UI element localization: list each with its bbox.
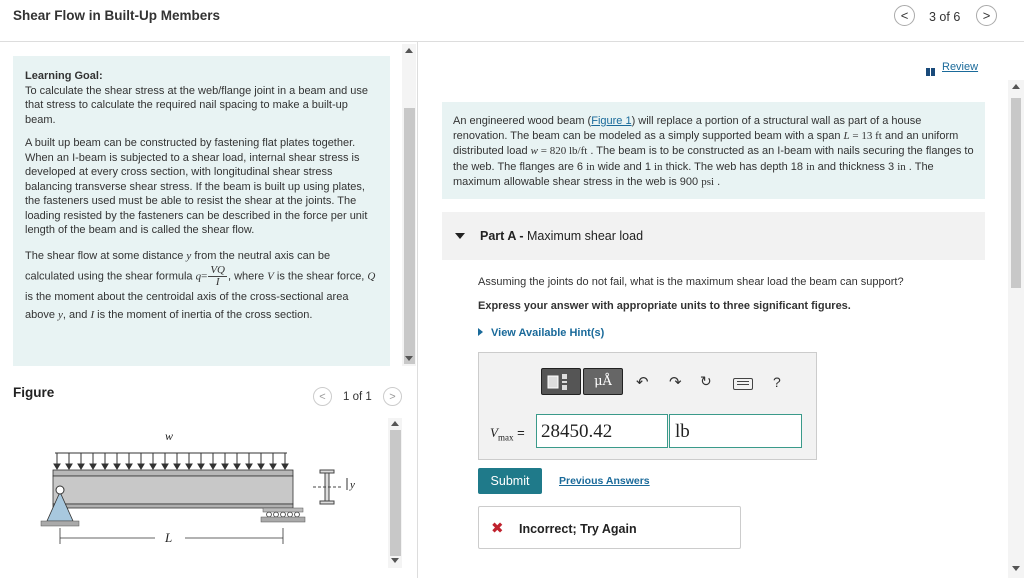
main-scroll-down-icon[interactable] (1012, 566, 1020, 571)
help-icon[interactable]: ? (773, 374, 781, 390)
part-a-title: Part A - Maximum shear load (480, 229, 644, 243)
problem-statement-panel (442, 102, 985, 199)
previous-item-button[interactable]: < (894, 5, 915, 26)
main-scrollbar[interactable] (1008, 80, 1024, 578)
expand-arrow-icon (478, 328, 483, 336)
review-link[interactable]: Review (942, 61, 979, 73)
learning-goal-panel (13, 56, 390, 366)
shear-formula-paragraph: The shear flow at some distance y from the neutral axis can be calculated using the shear formula q= $\frac{VQ}{I}$ , where V is the shear force, Q is the moment about the centroidal axis of the cross-sectional area above y, and I is the moment of inertia of the cross section. (25, 249, 376, 321)
main-scroll-up-icon[interactable] (1012, 84, 1020, 89)
scroll-up-icon[interactable] (405, 48, 413, 53)
submit-button[interactable]: Submit (478, 468, 542, 494)
problem-statement-text: An engineered wood beam (Figure 1) will replace a portion of a structural wall as part of a house renovation. The beam can be modeled as a simply supported beam with a span L = 13 ft and an uniform distributed load w = 820 lb/ft . The beam is to be constructed as an I-beam with nails securing the flanges to the web. The flanges are 6 in wide and 1 in thick. The web has depth 18 in and thickness 3 in . The maximum allowable shear stress in the web is 900 psi . (453, 115, 974, 188)
cross-section-axis-label: y (350, 479, 355, 491)
learning-goal-scrollbar[interactable] (402, 44, 416, 366)
incorrect-icon: ✖ (491, 520, 504, 537)
answer-instruction: Express your answer with appropriate units to three significant figures. (478, 300, 851, 312)
figure-1-link[interactable]: Figure 1 (591, 115, 632, 127)
part-a-header[interactable] (442, 212, 985, 260)
distributed-load-arrows (54, 453, 288, 469)
view-hints-link[interactable]: View Available Hint(s) (478, 327, 604, 339)
span-label: L (165, 530, 173, 545)
review-icon[interactable] (926, 63, 936, 71)
templates-icon (542, 369, 582, 396)
roller-icon (267, 512, 300, 517)
reset-icon[interactable]: ↻ (700, 373, 712, 389)
beam-web (53, 476, 293, 504)
question-text: Assuming the joints do not fail, what is the maximum shear load the beam can support? (478, 276, 904, 288)
learning-goal-text (25, 69, 380, 333)
redo-icon[interactable]: ↷ (669, 374, 682, 391)
feedback-text: Incorrect; Try Again (519, 522, 637, 536)
roller-plate (263, 508, 303, 512)
feedback-message (478, 506, 741, 549)
previous-answers-link[interactable]: Previous Answers (559, 475, 650, 487)
figure-counter: 1 of 1 (343, 391, 372, 403)
answer-unit-input[interactable]: lb (669, 414, 802, 448)
learning-goal-title: Learning Goal: (25, 70, 103, 82)
math-toolbar (541, 368, 625, 395)
figure-scroll-up-icon[interactable] (391, 421, 399, 426)
beam-bottom-flange (53, 504, 293, 508)
load-label: w (165, 429, 174, 443)
units-button[interactable]: μÅ (583, 368, 623, 395)
next-item-button[interactable]: > (976, 5, 997, 26)
templates-button[interactable] (541, 368, 581, 395)
cross-section-icon (313, 470, 347, 504)
answer-value-input[interactable]: 28450.42 (536, 414, 668, 448)
figure-scrollbar[interactable] (388, 418, 402, 568)
header-bar (0, 0, 1024, 42)
learning-goal-body: To calculate the shear stress at the web/flange joint in a beam and use that stress to calculate the required nail spacing to make a built-up beam. (25, 84, 369, 126)
figure-scroll-down-icon[interactable] (391, 558, 399, 563)
roller-ground (261, 517, 305, 522)
answer-variable-label: $V_{max}$ = (490, 425, 525, 443)
answer-area (478, 352, 817, 460)
item-counter: 3 of 6 (929, 10, 961, 24)
page-title: Shear Flow in Built-Up Members (13, 8, 221, 23)
shear-formula-fraction: $\frac{VQ}{I}$ (210, 263, 225, 288)
collapse-arrow-icon[interactable] (455, 233, 465, 239)
beam-figure (13, 420, 383, 560)
undo-icon[interactable]: ↶ (636, 374, 649, 391)
pin-icon (56, 486, 64, 494)
figure-heading: Figure (13, 385, 55, 400)
figure-previous-button[interactable]: < (313, 387, 332, 406)
keyboard-icon[interactable] (733, 378, 753, 390)
scroll-down-icon[interactable] (405, 356, 413, 361)
main-scroll-thumb[interactable] (1011, 98, 1021, 288)
beam-top-flange (53, 470, 293, 476)
pin-ground (41, 521, 79, 526)
figure-next-button[interactable]: > (383, 387, 402, 406)
panel-divider (417, 42, 418, 578)
built-up-beam-paragraph: A built up beam can be constructed by fastening flat plates together. When an I-beam is subjected to a shear load, internal shear stress is developed at every cross section, with longitudinal shear stress balancing transverse shear stress. If the beam is built up using plates, the fasteners used must be able to resist the shear at the joints. The loading resisted by the fasteners can be described in the force per unit length of the beam and is called the shear flow. (25, 137, 368, 236)
scroll-thumb[interactable] (404, 108, 415, 364)
figure-scroll-thumb[interactable] (390, 430, 401, 556)
